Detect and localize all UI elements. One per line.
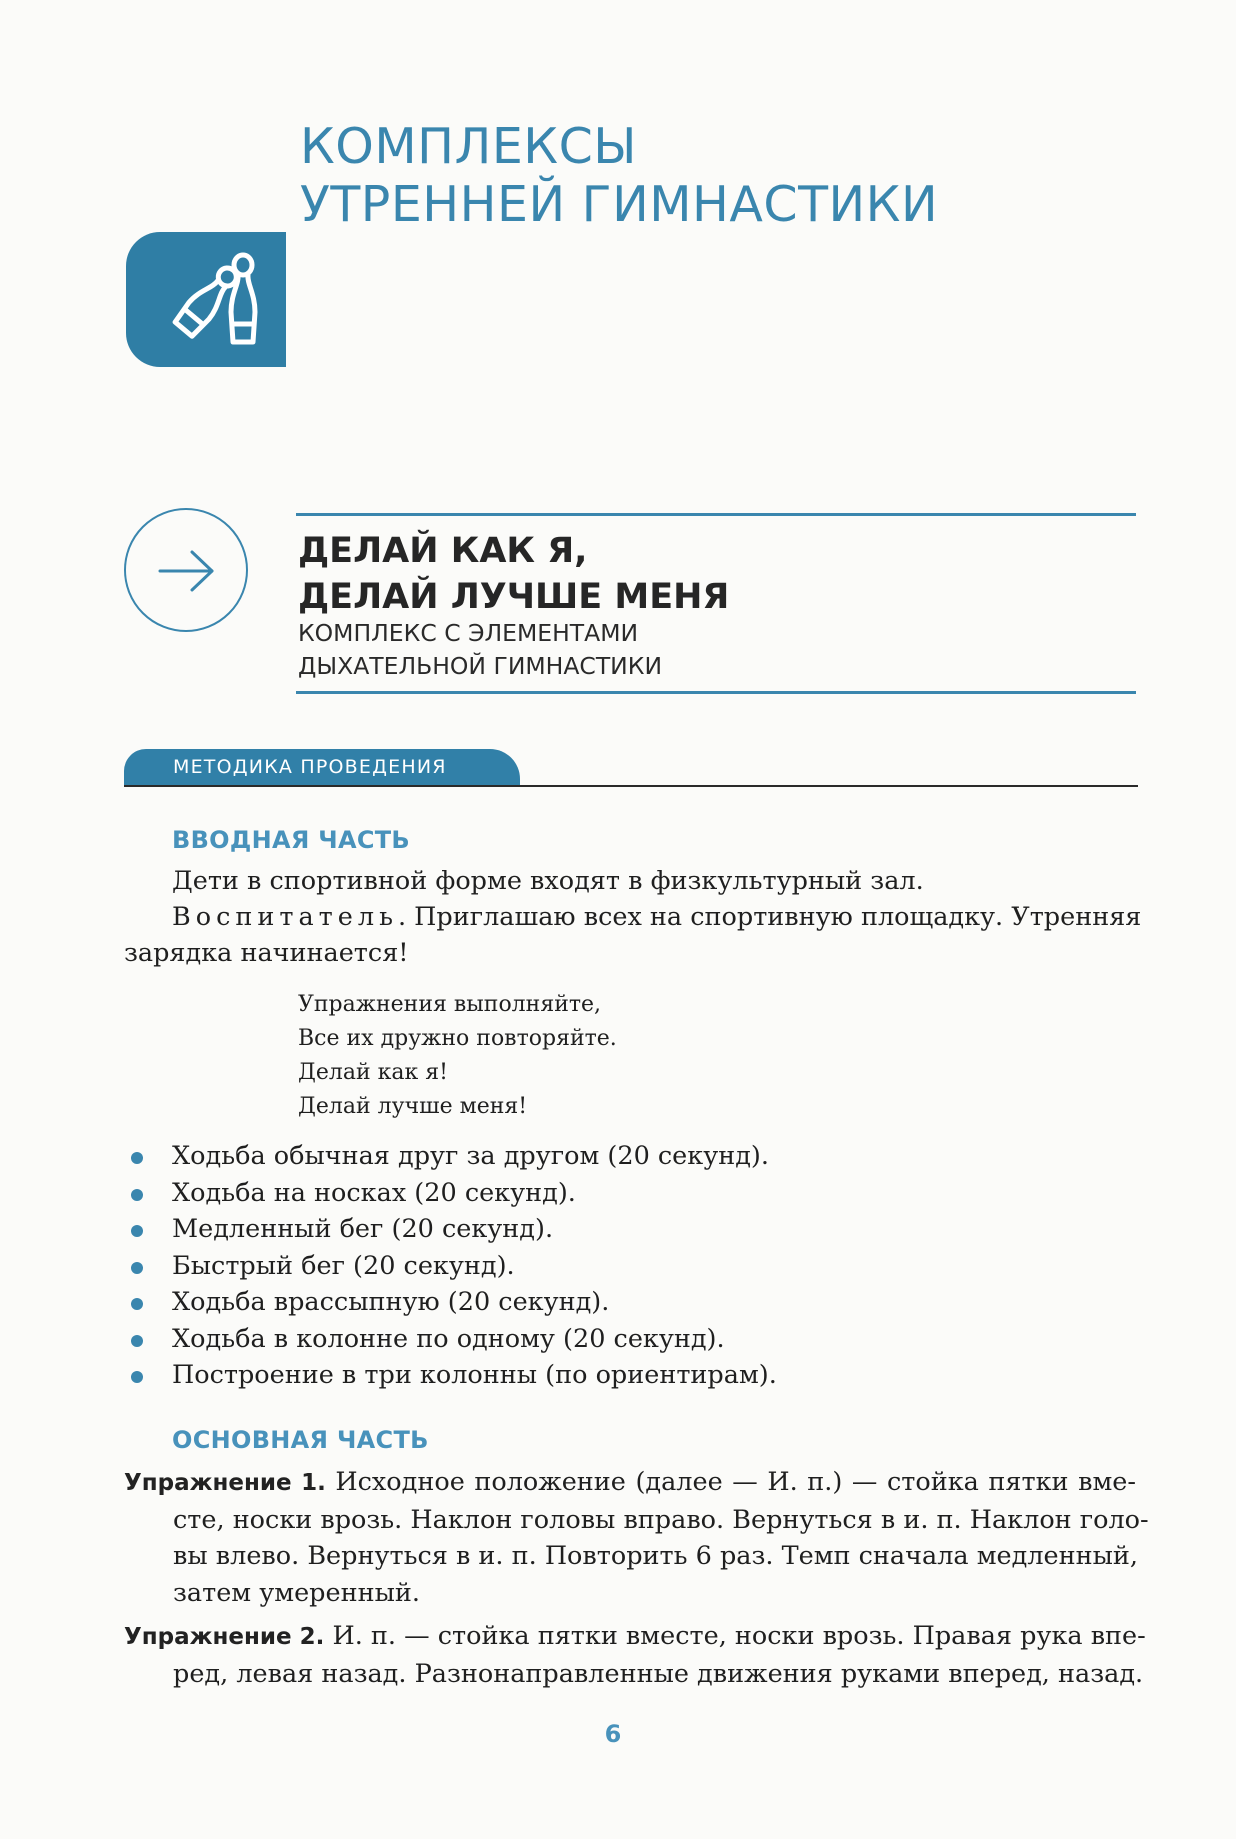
chapter-title-line-1: КОМПЛЕКСЫ <box>300 118 638 175</box>
method-tab-label: МЕТОДИКА ПРОВЕДЕНИЯ <box>173 756 447 778</box>
exercise-1-line-4: затем умеренный. <box>173 1577 420 1608</box>
section-top-rule <box>296 513 1136 516</box>
list-item-text: Ходьба в колонне по одному (20 секунд). <box>172 1323 725 1354</box>
page-number: 6 <box>604 1720 622 1748</box>
arrow-right-icon <box>156 546 218 596</box>
method-tab <box>124 749 520 786</box>
section-title <box>298 528 729 620</box>
bullet-dot-icon <box>131 1335 143 1347</box>
speaker-name: Воспитатель <box>172 902 398 932</box>
poem-line: Делай как я! <box>298 1060 448 1085</box>
exercise-1 <box>124 1464 1149 1611</box>
exercise-2-label: Упражнение 2. <box>124 1624 325 1650</box>
exercise-1-line-2: сте, носки врозь. Наклон головы вправо. Вернуться в и. п. Наклон голо- <box>173 1504 1149 1535</box>
exercise-1-line-1 <box>124 1464 1136 1502</box>
intro-paragraph-1: Дети в спортивной форме входят в физкультурный зал. <box>172 866 924 896</box>
list-item <box>124 1321 777 1358</box>
exercise-1-line-3: вы влево. Вернуться в и. п. Повторить 6 раз. Темп сначала медленный, <box>173 1541 1139 1571</box>
main-heading: ОСНОВНАЯ ЧАСТЬ <box>172 1426 429 1454</box>
section-subtitle-line-1: КОМПЛЕКС С ЭЛЕМЕНТАМИ <box>298 619 639 647</box>
chapter-title-line-2: УТРЕННЕЙ ГИМНАСТИКИ <box>300 176 939 233</box>
list-item <box>124 1248 777 1285</box>
list-item-text: Построение в три колонны (по ориентирам). <box>172 1360 777 1390</box>
poem <box>298 988 617 1124</box>
bullet-dot-icon <box>131 1225 143 1237</box>
poem-line: Упражнения выполняйте, <box>298 992 602 1017</box>
list-item <box>124 1284 777 1321</box>
poem-line: Все их дружно повторяйте. <box>298 1026 617 1051</box>
exercise-2-line-1 <box>124 1618 1146 1656</box>
bowling-pins-icon <box>148 242 268 357</box>
section-bottom-rule <box>296 691 1136 694</box>
speech-text: . Приглашаю всех на спортивную площадку. Утренняя <box>397 902 1142 932</box>
intro-speech-line-1 <box>172 899 1141 935</box>
poem-line: Делай лучше меня! <box>298 1094 528 1119</box>
exercise-1-text: Исходное положение (далее — И. п.) — стойка пятки вме- <box>335 1467 1136 1497</box>
bullet-dot-icon <box>131 1189 143 1201</box>
list-item <box>124 1138 777 1175</box>
chapter-icon-box <box>126 232 286 367</box>
exercise-2-text: И. п. — стойка пятки вместе, носки врозь. Правая рука впе- <box>332 1621 1146 1651</box>
list-item-text: Быстрый бег (20 секунд). <box>172 1250 515 1281</box>
section-subtitle-line-2: ДЫХАТЕЛЬНОЙ ГИМНАСТИКИ <box>298 652 663 680</box>
list-item <box>124 1175 777 1212</box>
chapter-title <box>300 118 938 234</box>
list-item-text: Ходьба на носках (20 секунд). <box>172 1177 576 1208</box>
bullet-dot-icon <box>131 1152 143 1164</box>
bullet-dot-icon <box>131 1298 143 1310</box>
section-title-line-2: ДЕЛАЙ ЛУЧШЕ МЕНЯ <box>298 577 730 617</box>
list-item-text: Ходьба врассыпную (20 секунд). <box>172 1287 610 1317</box>
intro-speech-line-2: зарядка начинается! <box>124 938 409 968</box>
exercise-2 <box>124 1618 1146 1692</box>
exercise-1-label: Упражнение 1. <box>124 1470 326 1496</box>
list-item-text: Ходьба обычная друг за другом (20 секунд). <box>172 1141 769 1171</box>
list-item-text: Медленный бег (20 секунд). <box>172 1214 554 1244</box>
intro-heading: ВВОДНАЯ ЧАСТЬ <box>172 826 411 854</box>
exercise-2-line-2: ред, левая назад. Разнонаправленные движения руками вперед, назад. <box>173 1658 1144 1689</box>
section-arrow-circle <box>124 508 248 632</box>
section-title-line-1: ДЕЛАЙ КАК Я, <box>298 531 588 571</box>
section-subtitle <box>298 617 662 683</box>
bullet-dot-icon <box>131 1371 143 1383</box>
bullet-dot-icon <box>131 1262 143 1274</box>
method-underline <box>124 785 1138 787</box>
intro-bullet-list <box>124 1138 777 1394</box>
list-item <box>124 1357 777 1394</box>
list-item <box>124 1211 777 1248</box>
